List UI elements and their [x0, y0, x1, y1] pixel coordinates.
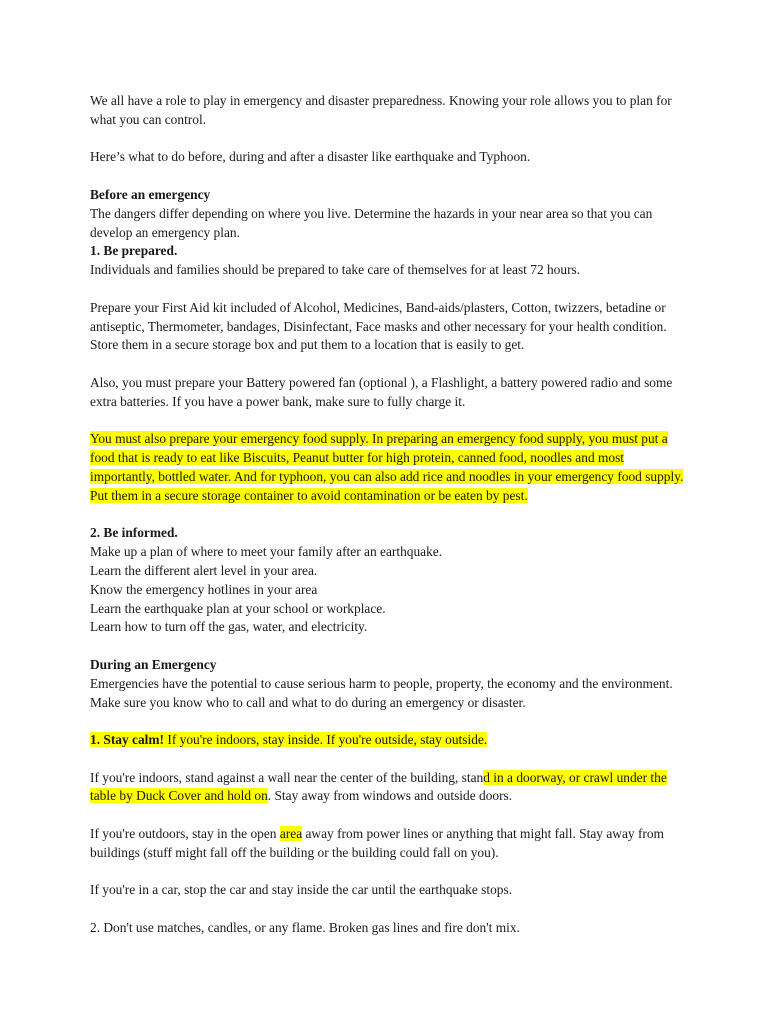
stay-calm-label: 1. Stay calm! [90, 732, 165, 748]
informed-item: Make up a plan of where to meet your family after an earthquake. [90, 544, 443, 560]
before-emergency-text: The dangers differ depending on where you live. Determine the hazards in your near area so that you can develop an emergency plan. [90, 205, 653, 240]
be-prepared-text: Individuals and families should be prepared to take care of themselves for at least 72 hours. [90, 262, 581, 278]
informed-item: Learn the earthquake plan at your school or workplace. [90, 600, 386, 616]
outdoors-text-end: away from power lines or anything that might fall. Stay away from buildings (stuff might fall off the building or the building could fall on you). [90, 826, 664, 860]
outdoors-text-start: If you're outdoors, stay in the open [90, 826, 280, 842]
heading-before-emergency: Before an emergency [90, 186, 211, 202]
matches-paragraph: 2. Don't use matches, candles, or any flame. Broken gas lines and fire don't mix. [90, 920, 520, 936]
indoors-text-end: . Stay away from windows and outside doors. [267, 788, 513, 804]
stay-calm-highlight [90, 732, 487, 747]
intro-paragraph-role: We all have a role to play in emergency and disaster preparedness. Knowing your role allows you to plan for what you can control. [90, 93, 672, 127]
intro-paragraph-before-during-after: Here’s what to do before, during and after a disaster like earthquake and Typhoon. [90, 149, 531, 165]
during-emergency-text: Emergencies have the potential to cause serious harm to people, property, the economy and the environment. Make sure you know who to call and what to do during an emergency or disaster. [90, 675, 673, 710]
outdoors-paragraph [90, 825, 690, 863]
informed-item: Learn the different alert level in your area. [90, 562, 318, 578]
informed-item: Know the emergency hotlines in your area [90, 581, 318, 597]
stay-calm-paragraph [90, 731, 690, 750]
indoors-paragraph [90, 769, 690, 807]
indoors-highlight: d in a doorway, or crawl under the table by Duck Cover and hold on [90, 769, 667, 804]
food-supply-paragraph [90, 430, 690, 505]
first-aid-paragraph: Prepare your First Aid kit included of Alcohol, Medicines, Band-aids/plasters, Cotton, twizzers, betadine or antiseptic, Thermometer, bandages, Disinfectant, Face masks and other necessary for your health condition. Store them in a secure storage box and put them to a location that is easily to get. [90, 299, 667, 353]
outdoors-highlight: area [279, 826, 303, 842]
stay-calm-text: If you're indoors, stay inside. If you're outside, stay outside. [164, 732, 488, 748]
food-supply-highlight: You must also prepare your emergency food supply. In preparing an emergency food supply, you must put a food that is ready to eat like Biscuits, Peanut butter for high protein, canned food, noodles and most importantly, bottled water. And for typhoon, you can also add rice and noodles in your emergency food supply. Put them in a secure storage container to avoid contamination or be eaten by pest. [90, 431, 684, 503]
car-paragraph: If you're in a car, stop the car and stay inside the car until the earthquake stops. [90, 882, 513, 898]
heading-be-prepared: 1. Be prepared. [90, 243, 178, 259]
battery-paragraph: Also, you must prepare your Battery powered fan (optional ), a Flashlight, a battery powered radio and some extra batteries. If you have a power bank, make sure to fully charge it. [90, 374, 673, 409]
document-page [90, 92, 690, 938]
informed-item: Learn how to turn off the gas, water, and electricity. [90, 619, 368, 635]
heading-during-emergency: During an Emergency [90, 656, 217, 672]
heading-be-informed: 2. Be informed. [90, 525, 178, 541]
indoors-text-start: If you're indoors, stand against a wall near the center of the building, stan [90, 769, 484, 785]
